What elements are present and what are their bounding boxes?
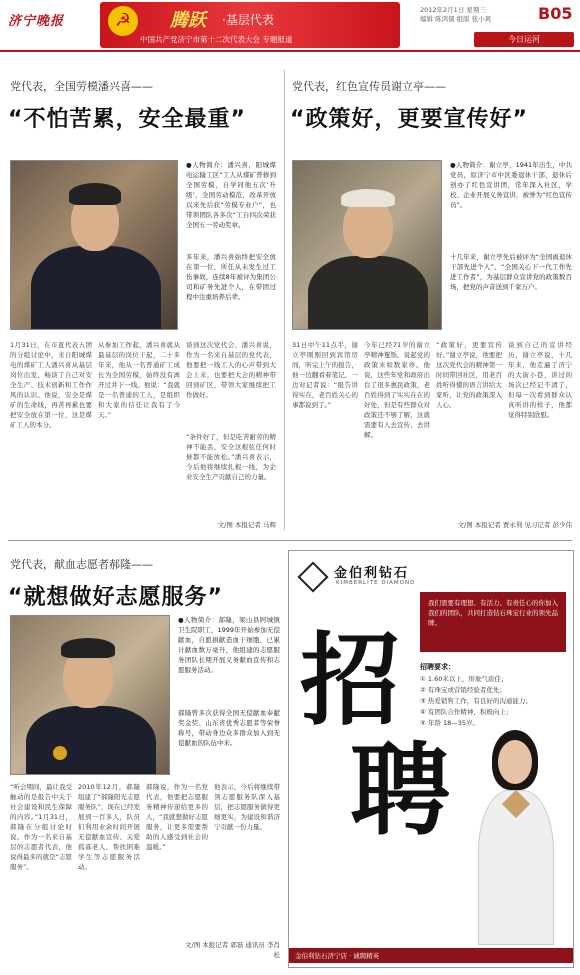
article2-bio: ●人物简介：谢立亭，1941年出生，中共党员，原济宁市中区委退休干部，退休后创办了红色宣讲团，常年深入社区、学校、企业开展义务宣讲，被誉为“红色宣传员”。 bbox=[450, 161, 572, 209]
date-line bbox=[420, 6, 540, 24]
ad-requirement: ④ 有团队合作精神，积极向上； bbox=[420, 708, 513, 716]
ad-brand-name: 金伯利钻石 bbox=[334, 566, 410, 581]
ad-model-photo bbox=[470, 730, 560, 945]
page-number: B05 bbox=[538, 4, 573, 23]
article3-bio-extra: 郝隆曾多次获得全国无偿献血奉献奖金奖、山东省优秀志愿者等荣誉称号，带动身边众多群众加入到无偿献血的队伍中来。 bbox=[178, 709, 280, 747]
article2-bio-extra: 十几年来，谢立亭先后被评为“全国离退休干部先进个人”、“全国关心下一代工作先进工作者”，为基层群众宣讲党的政策数百场，把党的声音送到千家万户。 bbox=[450, 253, 572, 291]
newspaper-logo: 济宁晚报 bbox=[8, 14, 65, 29]
article2-kicker: 党代表，红色宣传员谢立亭—— bbox=[292, 80, 446, 93]
banner-title: 腾跃 bbox=[170, 10, 206, 31]
article2-headline: “政策好，更要宣传好” bbox=[290, 107, 528, 132]
article1-bio: ●人物简介：潘兴喜，阳城煤电运输工区“工人从煤矿普修到全国劳模，自学同他五次‘升级’，全国劳动模范，改革开放以来先后获“劳模专业户”，也带领团队各多次“工自四次荣获全国五一劳动奖章。 bbox=[186, 161, 276, 229]
ad-requirements-list bbox=[420, 674, 566, 729]
article2-body-col3: “政策好，更要宣传好。”谢立亭说，他要把这次党代会的精神第一时间带回社区，用老百姓听得懂的语言讲给大家听，让党的政策深入人心。 bbox=[436, 341, 502, 409]
editor-credits: 编辑 陈鸿儒 组版 张小爽 bbox=[420, 15, 492, 23]
article2-body-col4: 谈到自己的宣讲经历，谢立亭说，十几年来，他走遍了济宁的大街小巷，讲过的场次已经记不清了，但每一次看到群众认真听讲的样子，他都觉得特别欣慰。 bbox=[508, 341, 572, 419]
article2-body-col2: 今年已经71岁的谢立亭精神矍铄，说起党的政策来如数家珍。他说，这些年党和政府出台了很多惠民政策，老百姓得到了实实在在的好处，但是有些群众对政策还不够了解，这就需要有人去宣传、去讲解。 bbox=[364, 341, 430, 439]
ad-slogan-box: 我们需要有理想、有活力、有责任心的你加入我们的团队，共同打造钻石珠宝行业的领先品牌。 bbox=[420, 592, 566, 652]
article3-portrait bbox=[10, 615, 170, 775]
ad-footer: 金伯利钻石济宁店 · 诚聘精英 bbox=[289, 948, 573, 963]
ad-requirement: ② 有珠宝或营销经验者优先； bbox=[420, 686, 506, 694]
article1-headline: “不怕苦累，安全最重” bbox=[8, 107, 246, 132]
article1-body-col2: 从参加工作起，潘兴喜就从最基层的岗位干起，二十多年来，他从一名普通矿工成长为全国劳模，始终没有离开过井下一线。他说：“我就是一名普通的工人，是组织和大家的信任让我有了今天。” bbox=[98, 341, 180, 419]
article1-byline: 文/图 本报记者 马辉 bbox=[217, 521, 276, 529]
ad-requirements-title: 招聘要求： bbox=[420, 663, 455, 671]
article3-byline: 文/图 本报记者 郭磊 通讯员 李肖松 bbox=[185, 941, 280, 959]
article1-body-col4: “条件好了，但是吃苦耐劳的精神不能丢，安全这根弦任何时候都不能放松。”潘兴喜表示，今后他将继续扎根一线，为企业安全生产贡献自己的力量。 bbox=[186, 433, 276, 481]
section-divider bbox=[8, 540, 572, 541]
section-label: 今日运河 bbox=[474, 32, 574, 47]
party-emblem-icon: ☭ bbox=[108, 6, 138, 36]
article2-body-col1: 31日中午11点半，谢立亭刚刚回到宾馆房间，听完上午的报告，他一边翻看着笔记，一边对记者说：“报告讲得实在，老百姓关心的事都说到了。” bbox=[292, 341, 358, 409]
article1-portrait bbox=[10, 160, 178, 330]
article2-byline: 文/图 本报记者 贾永利 见习记者 彭少伟 bbox=[457, 521, 572, 529]
article3-headline: “就想做好志愿服务” bbox=[8, 585, 223, 610]
ad-headline-pin: 聘 bbox=[350, 731, 450, 849]
banner-tagline: 中国共产党济宁市第十二次代表大会 专题报道 bbox=[140, 35, 293, 44]
ad-requirement: ⑤ 年龄 18—35岁。 bbox=[420, 719, 480, 727]
ad-brand-english: KIMBERLITE DIAMOND bbox=[336, 580, 416, 586]
article3-body-col1: “听会期间，最让我受触动的是报告中关于社会建设和民生保障的内容。”1月31日，郝隆在分组讨论时说。作为一名来自基层的志愿者代表，他说得最多的就是“志愿服务”。 bbox=[10, 783, 72, 871]
award-medal-icon bbox=[53, 746, 67, 760]
article1-bio-extra: 多年来，潘兴喜始终把安全放在第一位，所任从未发生过工伤事故，连续8年被评为集团公司和矿务先进个人，在带团过程中注重培养后辈。 bbox=[186, 253, 276, 301]
banner-subtitle: ·基层代表 bbox=[222, 13, 274, 27]
article1-body-col3: 谈到这次党代会，潘兴喜说，作为一名来自基层的党代表，他要把一线工人的心声带到大会上来，也要把大会的精神带回到矿区，带领大家继续把工作做好。 bbox=[186, 341, 276, 399]
article3-kicker: 党代表，献血志愿者郝隆—— bbox=[10, 558, 153, 571]
ad-headline-zhao: 招 bbox=[300, 621, 400, 739]
article3-bio: ●人物简介：郝隆，梁山县阿城镇卫生院职工，1999年开始参加无偿献血，自愿捐献造血干细胞，已累计献血数万毫升，他组建的志愿服务团队长期开展义务献血宣传和志愿服务活动。 bbox=[178, 616, 280, 674]
issue-date: 2012年2月1日 星期三 bbox=[420, 6, 486, 14]
article1-kicker: 党代表，全国劳模潘兴喜—— bbox=[10, 80, 153, 93]
article3-body-col3: 郝隆说，作为一名党代表，他要把志愿服务精神传递给更多的人，“我就想做好志愿服务，让更多需要帮助的人感受到社会的温暖。” bbox=[146, 783, 208, 851]
article3-body-col4: 他表示，今后将继续带领志愿服务队深入基层，把志愿服务做得更细更实，为建设和谐济宁贡献一份力量。 bbox=[214, 783, 280, 831]
article2-portrait bbox=[292, 160, 442, 330]
ad-requirement: ① 1.60米以上，形象气质佳； bbox=[420, 675, 508, 683]
column-divider bbox=[284, 70, 285, 530]
ad-requirement: ③ 热爱销售工作，有良好的沟通能力； bbox=[420, 697, 532, 705]
article1-body-col1: 1月31日，在市直代表五团的分组讨论中，来自阳城煤电的煤矿工人潘兴喜从基层岗位出发，畅谈了自己对安全生产、技术创新和工作作风的认识。他说，安全是煤矿的生命线，再苦再累也要把安全放在第一位，这是煤矿工人的本分。 bbox=[10, 341, 92, 429]
article3-body-col2: 2010年12月，郝隆组建了“郝隆阳光志愿服务队”，现在已经发展到一百多人，队员们利用业余时间开展无偿献血宣传、关爱孤寡老人、帮扶困难学生等志愿服务活动。 bbox=[78, 783, 140, 871]
